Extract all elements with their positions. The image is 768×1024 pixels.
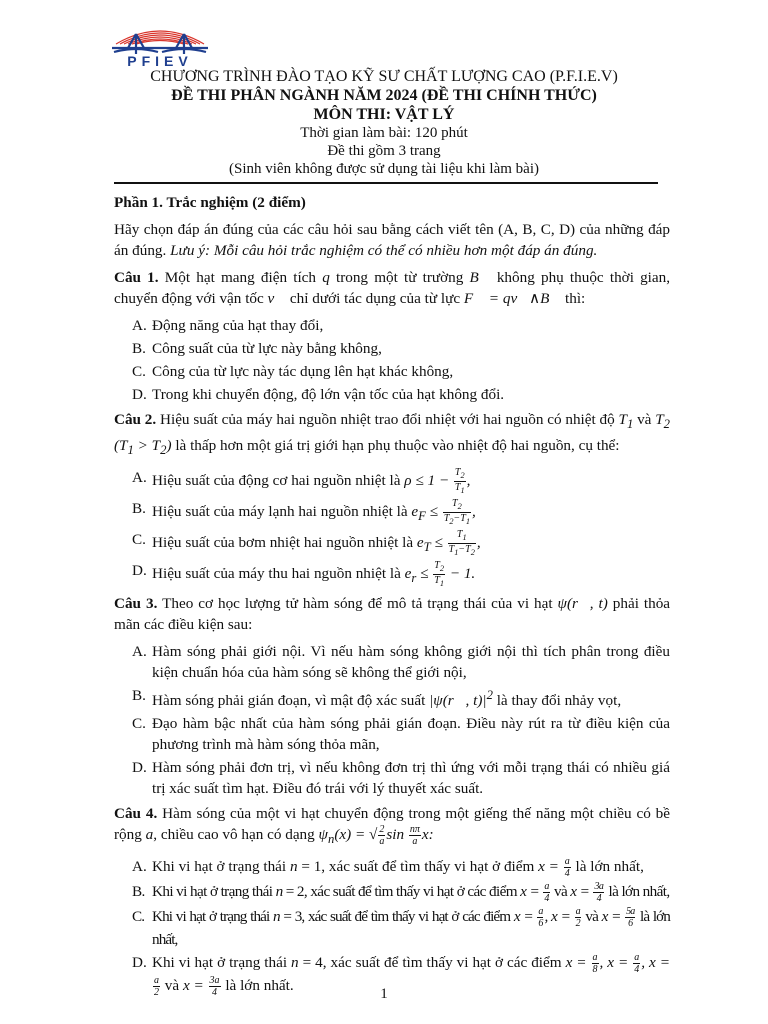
q1-text-d: chỉ dưới tác dụng của từ lực [289, 290, 461, 307]
option-item: D. Khi vi hạt ở trạng thái n = 4, xác suất để tìm thấy vi hạt ở các điểm x = $\frac{a}{8}$ , x = $\frac{a}{4}$ , x = $\frac{a}{2}$ và x = $\frac{3a}{4}$ là lớn nhất. [132, 952, 670, 999]
q1-text-c: không phụ thuộc thời gian, chuyển động với vận tốc [114, 269, 671, 307]
q2-text-c: là thấp hơn một giá trị giới hạn phụ thuộc vào nhiệt độ hai nguồn, cụ thể: [175, 437, 620, 455]
page-number: 1 [380, 986, 388, 1002]
question-label: Câu 3. [114, 595, 158, 613]
exam-title: ĐỀ THI PHÂN NGÀNH NĂM 2024 (ĐỀ THI CHÍNH THỨC) [171, 87, 597, 104]
option-item: D. Hiệu suất của máy thu hai nguồn nhiệt là $e_r$ ≤ $\frac{T_2}{T_1}$ − 1. [132, 560, 476, 589]
section-intro-text: Hãy chọn đáp án đúng của các câu hỏi sau bằng cách viết tên (A, B, C, D) của những đáp án đúng. [114, 221, 670, 259]
t1-symbol: $T_1$ [618, 411, 634, 432]
q3-text-b: phải thỏa mãn các điều kiện sau: [114, 595, 671, 634]
section-intro-note: Lưu ý: Mỗi câu hỏi trắc nghiệm có thể có nhiều hơn một đáp án đúng. [170, 242, 598, 259]
charge-symbol: q [322, 269, 330, 286]
subject-title: MÔN THI: VẬT LÝ [313, 106, 455, 123]
question-label: Câu 2. [114, 411, 157, 428]
section-intro [114, 219, 670, 261]
option-item: C. Công của từ lực này tác dụng lên hạt khác không, [132, 363, 454, 380]
question-3 [114, 593, 670, 635]
option-item: B. Công suất của từ lực này bằng không, [132, 340, 382, 357]
q4-text-b: , chiều cao vô hạn có dạng [153, 826, 315, 844]
option-item: A. Động năng của hạt thay đổi, [132, 317, 324, 334]
formula-heat-pump: $e_T$ ≤ $\frac{T_1}{T_1-T_2}$ , [416, 529, 481, 558]
formula-engine: ρ ≤ 1 − $\frac{T_2}{T_1}$ , [404, 467, 471, 496]
q2-text-b: và [637, 411, 652, 428]
probability-density: |ψ(r⃗, $t)|^2$ [429, 688, 493, 710]
q1-text-e: thì: [565, 290, 586, 307]
formula-refrigerator: $e_F$ ≤ $\frac{T_2}{T_2-T_1}$ , [411, 498, 476, 527]
exam-content [114, 192, 670, 1002]
q3-text-a: Theo cơ học lượng tử hàm sóng để mô tả trạng thái của vi hạt [162, 595, 553, 613]
section-title: Phần 1. Trắc nghiệm (2 điểm) [114, 194, 306, 211]
q1-text-b: trong một từ trường [335, 269, 464, 286]
question-2 [114, 409, 670, 461]
pfiev-logo [110, 18, 210, 68]
question-label: Câu 4. [114, 805, 158, 823]
option-item: A. Hàm sóng phải giới nội. Vì nếu hàm sóng không giới nội thì tích phân trong điều kiện chuẩn hóa của hàm sóng sẽ không thể giới nội, [132, 643, 670, 682]
option-item: C. Hiệu suất của bơm nhiệt hai nguồn nhiệt là $e_T$ ≤ $\frac{T_1}{T_1-T_2}$ , [132, 529, 481, 558]
option-item: D. Hàm sóng phải đơn trị, vì nếu không đơn trị thì ứng với mỗi trạng thái có nhiều giá trị xác suất tìm hạt. Điều đó trái với lý thuyết xác suất. [132, 759, 670, 798]
option-item: B. Khi vi hạt ở trạng thái n = 2, xác suất để tìm thấy vi hạt ở các điểm x = $\frac{a}{4}$ và x = $\frac{3a}{4}$ là lớn nhất, [132, 881, 670, 905]
option-item: D. Trong khi chuyển động, độ lớn vận tốc của hạt không đổi. [132, 386, 505, 403]
lorentz-force-formula: F⃗ = qv⃗∧B⃗ [463, 290, 562, 307]
q4-text-a: Hàm sóng của một vi hạt chuyển động trong một giếng thế năng một chiều có bề rộng [114, 805, 670, 844]
q2-options [114, 467, 670, 589]
header-divider [114, 182, 658, 184]
option-item: B. Hiệu suất của máy lạnh hai nguồn nhiệt là $e_F$ ≤ $\frac{T_2}{T_2-T_1}$ , [132, 498, 476, 527]
logo-text: PFIEV [127, 53, 193, 68]
option-item: A. Khi vi hạt ở trạng thái n = 1, xác suất để tìm thấy vi hạt ở điểm x = $\frac{a}{4}$ là lớn nhất, [132, 856, 644, 880]
option-item: C. Đạo hàm bậc nhất của hàm sóng phải gián đoạn. Điều này rút ra từ điều kiện của phương trình mà hàm sóng thỏa mãn, [132, 715, 670, 754]
bridge-logo-graphic [110, 18, 210, 68]
q2-text-a: Hiệu suất của máy hai nguồn nhiệt trao đổi nhiệt với hai nguồn có nhiệt độ [160, 411, 615, 428]
q1-options [114, 315, 670, 405]
width-symbol: a [145, 826, 154, 844]
exam-note: (Sinh viên không được sử dụng tài liệu khi làm bài) [229, 161, 539, 177]
velocity-symbol: v⃗ [267, 290, 287, 307]
institution-title: CHƯƠNG TRÌNH ĐÀO TẠO KỸ SƯ CHẤT LƯỢNG CAO (P.F.I.E.V) [150, 68, 618, 85]
page-count: Đề thi gồm 3 trang [327, 143, 441, 159]
wavefunction-symbol: ψ(r⃗, t) [557, 595, 608, 613]
option-item: C. Khi vi hạt ở trạng thái n = 3, xác suất để tìm thấy vi hạt ở các điểm x = $\frac{a}{6}$ , x = $\frac{a}{2}$ và x = $\frac{5a}{6}$ là lớn nhất, [132, 906, 670, 949]
question-1 [114, 267, 670, 309]
q4-options [114, 856, 670, 998]
option-item: B. Hàm sóng phải gián đoạn, vì mật độ xác suất |ψ(r⃗, $t)|^2$ là thay đổi nhảy vọt, [132, 687, 622, 710]
wavefunction-formula: $\psi_n(x)$ = √ $\frac{2}{a}$ sin $\frac{n\pi}{a}$ x: [318, 824, 434, 848]
q1-text-a: Một hạt mang điện tích [164, 269, 316, 286]
formula-receiver: $e_r$ ≤ $\frac{T_2}{T_1}$ − 1. [404, 560, 476, 589]
q3-options [114, 641, 670, 799]
t2-condition: $T_2$ $(T_1 > T_2)$ [114, 411, 670, 458]
question-4 [114, 803, 670, 850]
exam-duration: Thời gian làm bài: 120 phút [300, 125, 468, 141]
question-label: Câu 1. [114, 269, 159, 286]
option-item: A. Hiệu suất của động cơ hai nguồn nhiệt là ρ ≤ 1 − $\frac{T_2}{T_1}$ , [132, 467, 471, 496]
magnetic-field-symbol: B⃗ [469, 269, 491, 286]
